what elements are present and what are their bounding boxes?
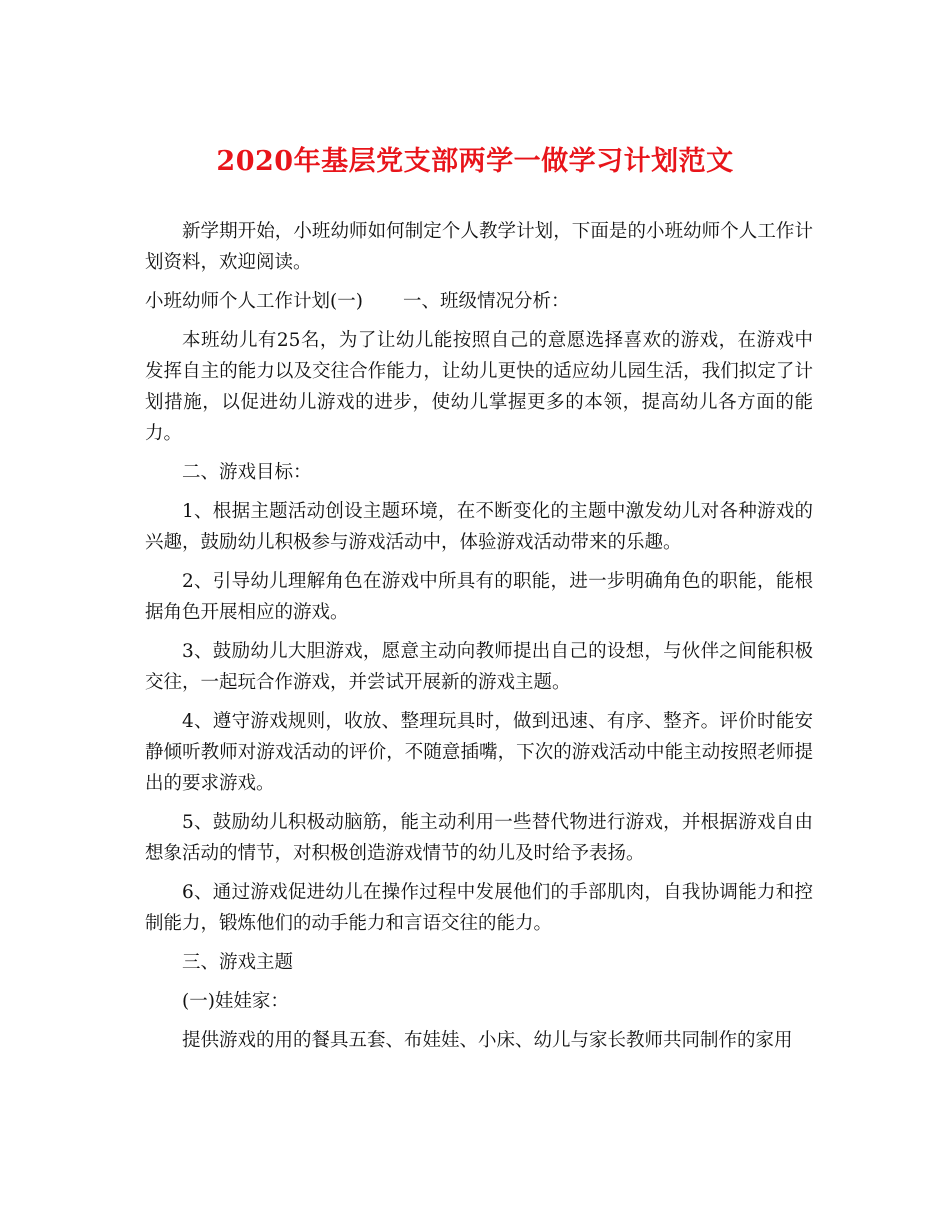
section1-heading: 一、班级情况分析： <box>402 291 570 312</box>
section2-heading: 二、游戏目标： <box>182 462 312 483</box>
plan-title: 小班幼师个人工作计划(一) <box>145 291 363 312</box>
section1-paragraph: 本班幼儿有25名，为了让幼儿能按照自己的意愿选择喜欢的游戏，在游戏中发挥自主的能力以及交往合作能力，让幼儿更快的适应幼儿园生活，我们拟定了计划措施，以促进幼儿游戏的进步，使幼儿掌握更多的本领，提高幼儿各方面的能力。 <box>145 330 813 444</box>
goal-item-2: 2、引导幼儿理解角色在游戏中所具有的职能，进一步明确角色的职能，能根据角色开展相应的游戏。 <box>145 571 813 623</box>
section3-heading: 三、游戏主题 <box>182 952 294 973</box>
document-body <box>145 216 813 1064</box>
intro-paragraph: 新学期开始，小班幼师如何制定个人教学计划，下面是的小班幼师个人工作计划资料，欢迎阅读。 <box>145 221 813 273</box>
subsection1-paragraph: 提供游戏的用的餐具五套、布娃娃、小床、幼儿与家长教师共同制作的家用 <box>182 1030 793 1051</box>
plan-title-line <box>145 286 813 317</box>
goal-item-3: 3、鼓励幼儿大胆游戏，愿意主动向教师提出自己的设想，与伙伴之间能积极交往，一起玩合作游戏，并尝试开展新的游戏主题。 <box>145 641 813 693</box>
goal-item-5: 5、鼓励幼儿积极动脑筋，能主动利用一些替代物进行游戏，并根据游戏自由想象活动的情节，对积极创造游戏情节的幼儿及时给予表扬。 <box>145 812 813 864</box>
subsection1-heading: (一)娃娃家： <box>182 991 289 1012</box>
document-title: 2020年基层党支部两学一做学习计划范文 <box>216 146 734 177</box>
goal-item-1: 1、根据主题活动创设主题环境，在不断变化的主题中激发幼儿对各种游戏的兴趣，鼓励幼儿积极参与游戏活动中，体验游戏活动带来的乐趣。 <box>145 501 813 553</box>
goal-item-4: 4、遵守游戏规则，收放、整理玩具时，做到迅速、有序、整齐。评价时能安静倾听教师对游戏活动的评价，不随意插嘴，下次的游戏活动中能主动按照老师提出的要求游戏。 <box>145 711 813 794</box>
goal-item-6: 6、通过游戏促进幼儿在操作过程中发展他们的手部肌肉，自我协调能力和控制能力，锻炼他们的动手能力和言语交往的能力。 <box>145 882 813 934</box>
